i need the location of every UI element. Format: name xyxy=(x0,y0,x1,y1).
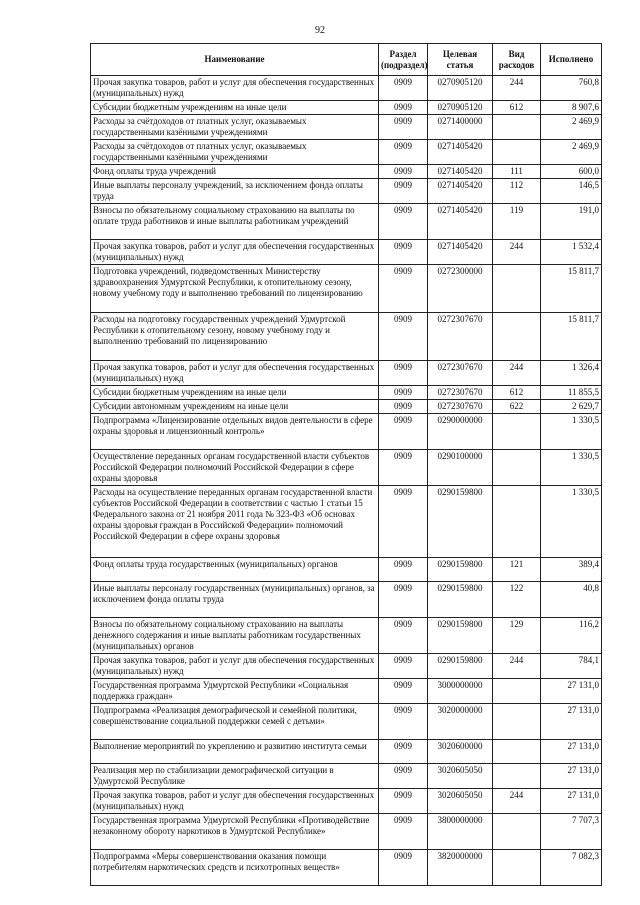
table-row xyxy=(91,386,602,400)
row-name: Прочая закупка товаров, работ и услуг для обеспечения государственных (муниципальных) нужд xyxy=(91,240,379,265)
row-target: 0271400000 xyxy=(428,115,493,140)
row-name: Государственная программа Удмуртской Республики «Социальная поддержка граждан» xyxy=(91,679,379,704)
row-name: Государственная программа Удмуртской Республики «Противодействие незаконному обороту наркотиков в Удмуртской Республике» xyxy=(91,814,379,850)
row-target: 0290159800 xyxy=(428,486,493,558)
row-section: 0909 xyxy=(379,558,428,582)
row-section: 0909 xyxy=(379,165,428,179)
row-target: 0272307670 xyxy=(428,313,493,361)
row-type: 612 xyxy=(493,101,541,115)
row-amount: 146,5 xyxy=(541,179,602,204)
row-amount: 11 855,5 xyxy=(541,386,602,400)
table-row xyxy=(91,165,602,179)
row-target: 0272307670 xyxy=(428,361,493,386)
row-type xyxy=(493,486,541,558)
row-section: 0909 xyxy=(379,582,428,618)
row-section: 0909 xyxy=(379,240,428,265)
row-target: 0270905120 xyxy=(428,101,493,115)
row-amount: 760,8 xyxy=(541,76,602,101)
row-section: 0909 xyxy=(379,486,428,558)
row-name: Прочая закупка товаров, работ и услуг для обеспечения государственных (муниципальных) нужд xyxy=(91,654,379,679)
row-name: Взносы по обязательному социальному страхованию на выплаты денежного содержания и иные выплаты работникам государственных (муниципальных) органов xyxy=(91,618,379,654)
row-section: 0909 xyxy=(379,654,428,679)
row-name: Прочая закупка товаров, работ и услуг для обеспечения государственных (муниципальных) нужд xyxy=(91,789,379,814)
row-target: 0290000000 xyxy=(428,414,493,450)
table-row xyxy=(91,740,602,764)
row-target: 3020000000 xyxy=(428,704,493,740)
row-type xyxy=(493,414,541,450)
row-target: 0272307670 xyxy=(428,400,493,414)
row-section: 0909 xyxy=(379,850,428,886)
table-row xyxy=(91,76,602,101)
row-section: 0909 xyxy=(379,450,428,486)
row-amount: 2 629,7 xyxy=(541,400,602,414)
table-row xyxy=(91,558,602,582)
page-number: 92 xyxy=(315,25,325,36)
row-type xyxy=(493,850,541,886)
row-name: Иные выплаты персоналу государственных (муниципальных) органов, за исключением фонда оплаты труда xyxy=(91,582,379,618)
row-type xyxy=(493,740,541,764)
row-section: 0909 xyxy=(379,265,428,313)
table-row xyxy=(91,240,602,265)
row-section: 0909 xyxy=(379,618,428,654)
row-section: 0909 xyxy=(379,679,428,704)
row-target: 0272300000 xyxy=(428,265,493,313)
row-section: 0909 xyxy=(379,740,428,764)
row-amount: 1 330,5 xyxy=(541,486,602,558)
row-amount: 15 811,7 xyxy=(541,265,602,313)
table-row xyxy=(91,486,602,558)
header-amount: Исполнено xyxy=(541,44,602,76)
row-type: 244 xyxy=(493,76,541,101)
row-type: 244 xyxy=(493,240,541,265)
row-section: 0909 xyxy=(379,313,428,361)
row-target: 0270905120 xyxy=(428,76,493,101)
row-type xyxy=(493,679,541,704)
row-target: 3020600000 xyxy=(428,740,493,764)
row-name: Расходы за счётдоходов от платных услуг, оказываемых государственными казёнными учреждениями xyxy=(91,140,379,165)
row-target: 3020605050 xyxy=(428,789,493,814)
table-row xyxy=(91,204,602,240)
row-type: 111 xyxy=(493,165,541,179)
row-section: 0909 xyxy=(379,115,428,140)
row-name: Расходы на осуществление переданных органам государственной власти субъектов Российской Федерации в соответствии с частью 1 статьи 15 Федерального закона от 21 ноября 2011 года № 323-ФЗ «Об основах охраны здоровья граждан в Российской Федерации» полномочий Российской Федерации в сфере охраны здоровья xyxy=(91,486,379,558)
row-name: Выполнение мероприятий по укреплению и развитию института семьи xyxy=(91,740,379,764)
table-row xyxy=(91,101,602,115)
row-amount: 8 907,6 xyxy=(541,101,602,115)
table-row xyxy=(91,582,602,618)
row-target: 0271405420 xyxy=(428,140,493,165)
table-row xyxy=(91,179,602,204)
row-name: Иные выплаты персоналу учреждений, за исключением фонда оплаты труда xyxy=(91,179,379,204)
table-row xyxy=(91,361,602,386)
row-type: 112 xyxy=(493,179,541,204)
row-name: Фонд оплаты труда государственных (муниципальных) органов xyxy=(91,558,379,582)
row-amount: 2 469,9 xyxy=(541,140,602,165)
row-amount: 191,0 xyxy=(541,204,602,240)
row-amount: 27 131,0 xyxy=(541,764,602,789)
row-target: 0271405420 xyxy=(428,165,493,179)
table-header-row xyxy=(91,44,602,76)
row-type xyxy=(493,450,541,486)
row-amount: 1 326,4 xyxy=(541,361,602,386)
row-section: 0909 xyxy=(379,179,428,204)
row-target: 3020605050 xyxy=(428,764,493,789)
row-name: Субсидии автономным учреждениям на иные цели xyxy=(91,400,379,414)
row-type xyxy=(493,814,541,850)
table-row xyxy=(91,313,602,361)
row-section: 0909 xyxy=(379,76,428,101)
row-section: 0909 xyxy=(379,814,428,850)
row-target: 0290159800 xyxy=(428,582,493,618)
row-amount: 27 131,0 xyxy=(541,679,602,704)
row-name: Взносы по обязательному социальному страхованию на выплаты по оплате труда работников и иные выплаты работникам учреждений xyxy=(91,204,379,240)
row-target: 0290159800 xyxy=(428,654,493,679)
row-target: 0290159800 xyxy=(428,558,493,582)
table-row xyxy=(91,850,602,886)
row-name: Подготовка учреждений, подведомственных Министерству здравоохранения Удмуртской Республики, к отопительному сезону, новому учебному году и выполнению требований по лицензированию xyxy=(91,265,379,313)
budget-table xyxy=(90,43,602,886)
row-target: 0271405420 xyxy=(428,204,493,240)
table-row xyxy=(91,679,602,704)
table-row xyxy=(91,115,602,140)
table-row xyxy=(91,789,602,814)
header-section: Раздел (подраздел) xyxy=(379,44,428,76)
row-section: 0909 xyxy=(379,400,428,414)
table-row xyxy=(91,814,602,850)
row-type: 244 xyxy=(493,654,541,679)
row-amount: 116,2 xyxy=(541,618,602,654)
row-target: 0271405420 xyxy=(428,179,493,204)
row-target: 0271405420 xyxy=(428,240,493,265)
row-amount: 1 330,5 xyxy=(541,450,602,486)
table-row xyxy=(91,414,602,450)
row-name: Осуществление переданных органам государственной власти субъектов Российской Федерации полномочий Российской Федерации в сфере охраны здоровья xyxy=(91,450,379,486)
header-target: Целевая статья xyxy=(428,44,493,76)
table-row xyxy=(91,704,602,740)
row-type xyxy=(493,704,541,740)
row-type: 244 xyxy=(493,789,541,814)
row-name: Субсидии бюджетным учреждениям на иные цели xyxy=(91,386,379,400)
row-name: Субсидии бюджетным учреждениям на иные цели xyxy=(91,101,379,115)
row-type: 612 xyxy=(493,386,541,400)
row-amount: 784,1 xyxy=(541,654,602,679)
row-amount: 389,4 xyxy=(541,558,602,582)
row-section: 0909 xyxy=(379,204,428,240)
row-name: Прочая закупка товаров, работ и услуг для обеспечения государственных (муниципальных) нужд xyxy=(91,76,379,101)
table-row xyxy=(91,654,602,679)
row-section: 0909 xyxy=(379,140,428,165)
table-row xyxy=(91,140,602,165)
row-type: 129 xyxy=(493,618,541,654)
table-row xyxy=(91,265,602,313)
row-type xyxy=(493,764,541,789)
row-target: 0290100000 xyxy=(428,450,493,486)
row-section: 0909 xyxy=(379,101,428,115)
row-type xyxy=(493,115,541,140)
row-section: 0909 xyxy=(379,361,428,386)
row-amount: 600,0 xyxy=(541,165,602,179)
row-name: Подпрограмма «Меры совершенствования оказания помощи потребителям наркотических средств и психотропных веществ» xyxy=(91,850,379,886)
row-type: 119 xyxy=(493,204,541,240)
table-row xyxy=(91,618,602,654)
row-name: Расходы за счётдоходов от платных услуг, оказываемых государственными казёнными учреждениями xyxy=(91,115,379,140)
row-section: 0909 xyxy=(379,764,428,789)
row-amount: 27 131,0 xyxy=(541,789,602,814)
row-name: Подпрограмма «Лицензирование отдельных видов деятельности в сфере охраны здоровья и лицензионный контроль» xyxy=(91,414,379,450)
row-amount: 27 131,0 xyxy=(541,740,602,764)
row-amount: 1 532,4 xyxy=(541,240,602,265)
row-amount: 2 469,9 xyxy=(541,115,602,140)
table-row xyxy=(91,764,602,789)
row-section: 0909 xyxy=(379,414,428,450)
row-section: 0909 xyxy=(379,789,428,814)
header-type: Вид расходов xyxy=(493,44,541,76)
row-type xyxy=(493,140,541,165)
row-name: Прочая закупка товаров, работ и услуг для обеспечения государственных (муниципальных) нужд xyxy=(91,361,379,386)
row-target: 0272307670 xyxy=(428,386,493,400)
row-amount: 27 131,0 xyxy=(541,704,602,740)
row-type xyxy=(493,313,541,361)
row-target: 3820000000 xyxy=(428,850,493,886)
row-section: 0909 xyxy=(379,704,428,740)
row-target: 3000000000 xyxy=(428,679,493,704)
row-name: Реализация мер по стабилизации демографической ситуации в Удмуртской Республике xyxy=(91,764,379,789)
row-type: 244 xyxy=(493,361,541,386)
row-amount: 15 811,7 xyxy=(541,313,602,361)
row-name: Расходы на подготовку государственных учреждений Удмуртской Республики к отопительному сезону, новому учебному году и выполнению требований по лицензированию xyxy=(91,313,379,361)
header-name: Наименование xyxy=(91,44,379,76)
row-amount: 40,8 xyxy=(541,582,602,618)
row-name: Фонд оплаты труда учреждений xyxy=(91,165,379,179)
table-row xyxy=(91,450,602,486)
row-target: 0290159800 xyxy=(428,618,493,654)
row-amount: 7 082,3 xyxy=(541,850,602,886)
row-section: 0909 xyxy=(379,386,428,400)
row-type: 622 xyxy=(493,400,541,414)
row-name: Подпрограмма «Реализация демографической и семейной политики, совершенствование социальной поддержки семей с детьми» xyxy=(91,704,379,740)
row-amount: 1 330,5 xyxy=(541,414,602,450)
row-type xyxy=(493,265,541,313)
row-type: 121 xyxy=(493,558,541,582)
table-row xyxy=(91,400,602,414)
row-target: 3800000000 xyxy=(428,814,493,850)
row-amount: 7 707,3 xyxy=(541,814,602,850)
row-type: 122 xyxy=(493,582,541,618)
